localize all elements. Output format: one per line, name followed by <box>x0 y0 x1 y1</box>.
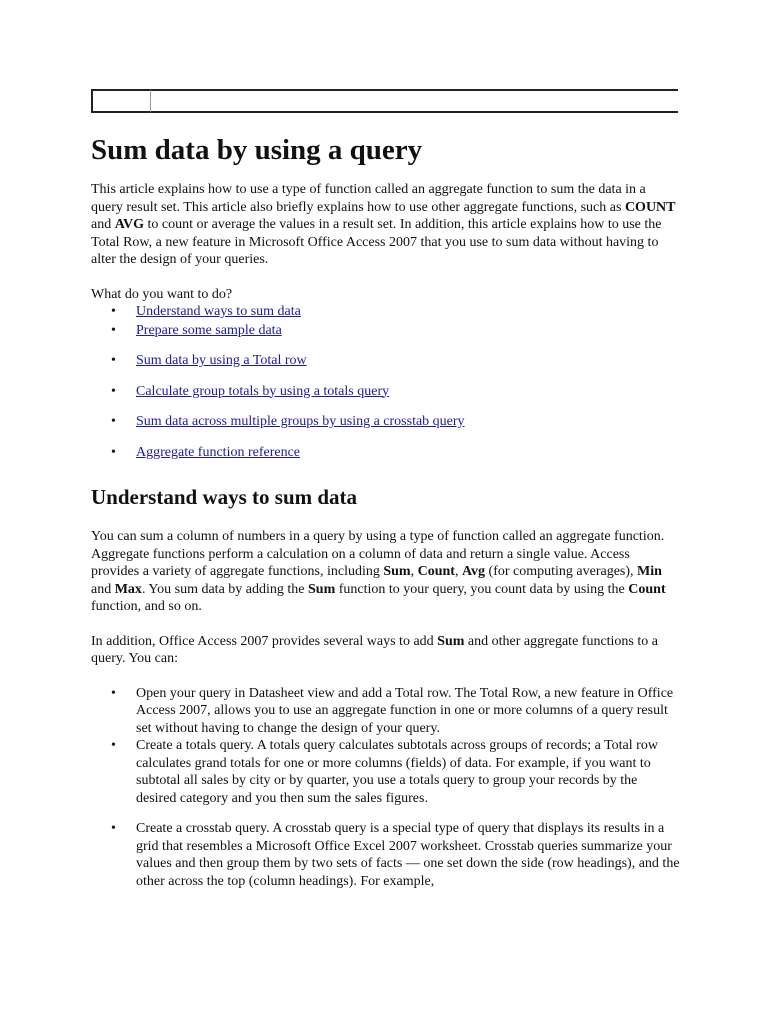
toc-link-total-row[interactable]: Sum data by using a Total row <box>136 353 307 368</box>
p1-text-7: function to your query, you count data by using the <box>335 581 629 597</box>
p1-text-6: . You sum data by adding the <box>141 581 308 597</box>
intro-text-1: This article explains how to use a type of function called an aggregate function to sum the data in a query result set. This article also briefly explains how to use other aggregate functions, such as <box>91 182 646 215</box>
page-title: Sum data by using a query <box>91 134 423 166</box>
intro-text-2: and <box>91 217 115 232</box>
article-content <box>91 128 681 890</box>
section-heading: Understand ways to sum data <box>91 485 358 509</box>
p1-text-5: and <box>91 581 115 597</box>
p1-bold-count-2: Count <box>628 581 666 597</box>
toc-item <box>91 383 681 401</box>
p1-text-2: , <box>410 564 418 579</box>
p2-text-1: In addition, Office Access 2007 provides several ways to add <box>91 633 438 649</box>
list-item: • Create a crosstab query. A crosstab query is a special type of query that displays its results in a grid that resembles a Microsoft Office Excel 2007 worksheet. Crosstab queries summarize your values and then group them by two sets of facts — one set down the side (row headings), and the other across the top (column headings). For example, <box>91 820 681 890</box>
table-of-contents <box>91 303 681 461</box>
toc-item <box>91 322 681 340</box>
p1-bold-min: Min <box>637 564 662 579</box>
toc-link-crosstab[interactable]: Sum data across multiple groups by using a crosstab query <box>136 414 465 429</box>
toc-prompt: What do you want to do? <box>91 286 233 302</box>
toc-item <box>91 444 681 462</box>
toc-link-reference[interactable]: Aggregate function reference <box>136 444 301 460</box>
toc-item <box>91 413 681 431</box>
header-table-cell <box>91 89 151 113</box>
intro-bold-count: COUNT <box>624 199 676 215</box>
p1-bold-sum: Sum <box>383 564 411 579</box>
section-paragraph-2 <box>91 633 681 668</box>
p1-text-4: (for computing averages), <box>485 564 638 579</box>
toc-link-totals-query[interactable]: Calculate group totals by using a totals query <box>136 383 390 399</box>
p1-bold-avg: Avg <box>461 564 486 579</box>
ways-list <box>91 685 681 891</box>
p1-text-1: You can sum a column of numbers in a query by using a type of function called an aggregate function. Aggregate functions perform a calculation on a column of data and return a single value. Access provides a variety of aggregate functions, including <box>91 529 665 579</box>
list-item: • Open your query in Datasheet view and add a Total row. The Total Row, a new feature in Office Access 2007, allows you to use an aggregate function in one or more columns of a query result set without having to change the design of your query. <box>91 685 681 738</box>
list-item: • Create a totals query. A totals query calculates subtotals across groups of records; a Total row calculates grand totals for one or more columns (fields) of data. For example, if you want to subtotal all sales by city or by quarter, you use a totals query to group your records by the desired category and you then sum the sales figures. <box>91 737 681 807</box>
p1-text-8: function, and so on. <box>91 599 202 614</box>
section-paragraph-1 <box>91 528 681 616</box>
p1-bold-sum-2: Sum <box>308 581 336 597</box>
p1-bold-max: Max <box>114 581 142 597</box>
p1-text-3: , <box>454 564 462 579</box>
intro-text-3: to count or average the values in a result set. In addition, this article explains how to use the Total Row, a new feature in Microsoft Office Access 2007 that you use to sum data without having to alter the design of your queries. <box>91 217 662 267</box>
intro-paragraph <box>91 181 681 269</box>
intro-bold-avg: AVG <box>114 217 145 232</box>
toc-item <box>91 352 681 370</box>
toc-link-understand[interactable]: Understand ways to sum data <box>136 304 301 319</box>
p2-bold-sum: Sum <box>437 633 465 649</box>
toc-item <box>91 303 681 321</box>
header-table-rule <box>91 89 678 113</box>
p1-bold-count: Count <box>417 564 455 579</box>
p2-text-2: and other aggregate functions to a query. You can: <box>91 633 658 666</box>
toc-link-sample-data[interactable]: Prepare some sample data <box>136 322 282 338</box>
